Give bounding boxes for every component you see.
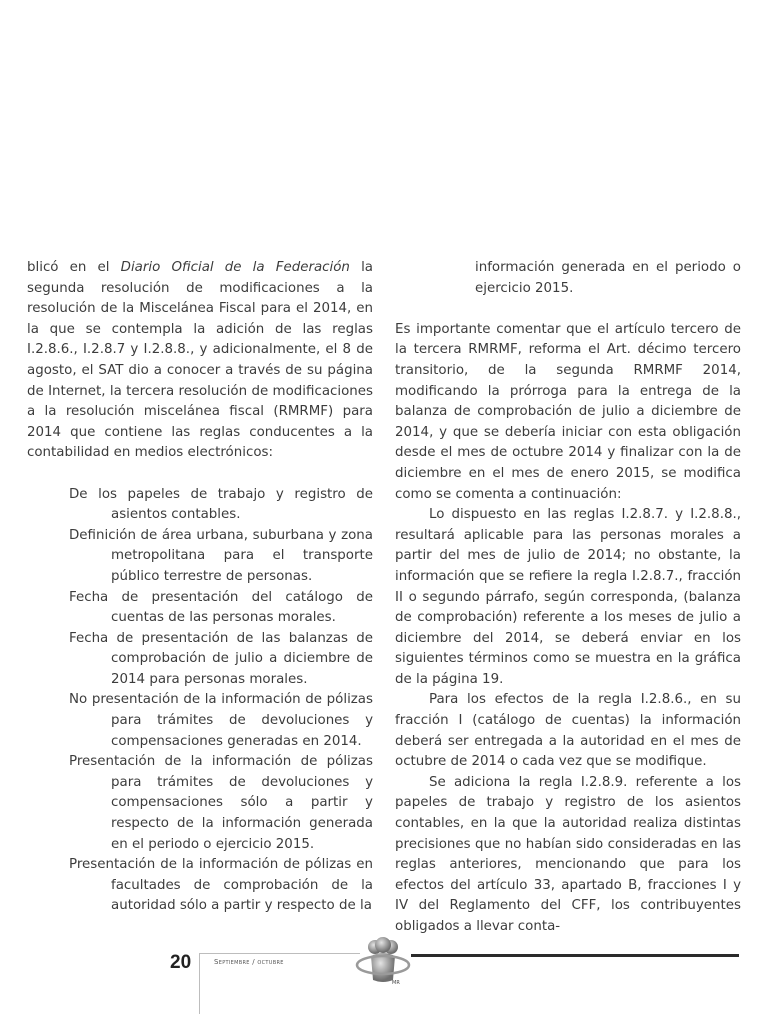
body-paragraph: Se adiciona la regla I.2.8.9. referente a los papeles de trabajo y registro de los asientos contables, en la que la autoridad realiza distintas precisiones que no habían sido consideradas en las reglas anteriores, mencionando que para los efectos del artículo 33, apartado B, fracciones I y IV del Reglamento del CFF, los contribuyentes obligados a llevar conta- bbox=[395, 774, 741, 934]
list-item: Fecha de presentación de las balanzas de comprobación de julio a diciembre de 2014 para personas morales. bbox=[69, 630, 373, 687]
intro-paragraph bbox=[27, 258, 373, 464]
intro-text-start: blicó en el bbox=[27, 260, 121, 275]
left-column bbox=[27, 258, 373, 917]
body-paragraph: Lo dispuesto en las reglas I.2.8.7. y I.2.8.8., resultará aplicable para las personas morales a partir del mes de julio de 2014; no obstante, la información que se refiere la regla I.2.8.7., fracción II o segundo párrafo, según corresponda, (balanza de comprobación) referente a los meses de julio a diciembre del 2014, se deberá enviar en los siguientes términos como se muestra en la gráfica de la página 19. bbox=[395, 507, 741, 687]
footer-rule bbox=[411, 954, 739, 957]
body-paragraph: Para los efectos de la regla I.2.8.6., en su fracción I (catálogo de cuentas) la información deberá ser entregada a la autoridad en el mes de octubre de 2014 o cada vez que se modifique. bbox=[395, 692, 741, 770]
intro-text-end: la segunda resolución de modificaciones a la resolución de la Miscelánea Fiscal para el 2014, en la que se contempla la adición de las reglas I.2.8.6., I.2.8.7 y I.2.8.8., y adicionalmente, el 8 de agosto, el SAT dio a conocer a través de su página de Internet, la tercera resolución de modificaciones a la resolución miscelánea fiscal (RMRMF) para 2014 que contiene las reglas conducentes a la contabilidad en medios electrónicos: bbox=[27, 260, 373, 461]
logo-label: MR bbox=[392, 980, 400, 986]
publication-name: Diario Oficial de la Federación bbox=[120, 260, 350, 275]
page-number: 20 bbox=[170, 952, 192, 973]
list-item: Definición de área urbana, suburbana y zona metropolitana para el transporte público terrestre de personas. bbox=[69, 527, 373, 584]
list-item: Presentación de la información de pólizas en facultades de comprobación de la autoridad sólo a partir y respecto de la bbox=[69, 857, 373, 914]
list-item-continuation: información generada en el periodo o ejercicio 2015. bbox=[475, 260, 741, 296]
issue-label: Septiembre / octubre bbox=[214, 958, 284, 966]
list-item: Fecha de presentación del catálogo de cuentas de las personas morales. bbox=[69, 589, 373, 626]
body-paragraph: Es importante comentar que el artículo tercero de la tercera RMRMF, reforma el Art. décimo tercero transitorio, de la segunda RMRMF 2014, modificando la prórroga para la entrega de la balanza de comprobación de julio a diciembre de 2014, y que se debería iniciar con esta obligación desde el mes de octubre 2014 y finalizar con la de diciembre en el mes de enero 2015, se modifica como se comenta a continuación: bbox=[395, 321, 741, 502]
spacer bbox=[395, 299, 741, 320]
list-item: Presentación de la información de pólizas para trámites de devoluciones y compensaciones sólo a partir y respecto de la información generada en el periodo o ejercicio 2015. bbox=[69, 754, 373, 852]
right-column bbox=[395, 258, 741, 938]
list-item: No presentación de la información de pólizas para trámites de devoluciones y compensaciones generadas en 2014. bbox=[69, 692, 373, 749]
list-item: De los papeles de trabajo y registro de asientos contables. bbox=[69, 486, 373, 523]
person-head-icon bbox=[375, 937, 391, 953]
spacer bbox=[27, 464, 373, 485]
people-group-ring-logo-icon bbox=[355, 932, 411, 992]
